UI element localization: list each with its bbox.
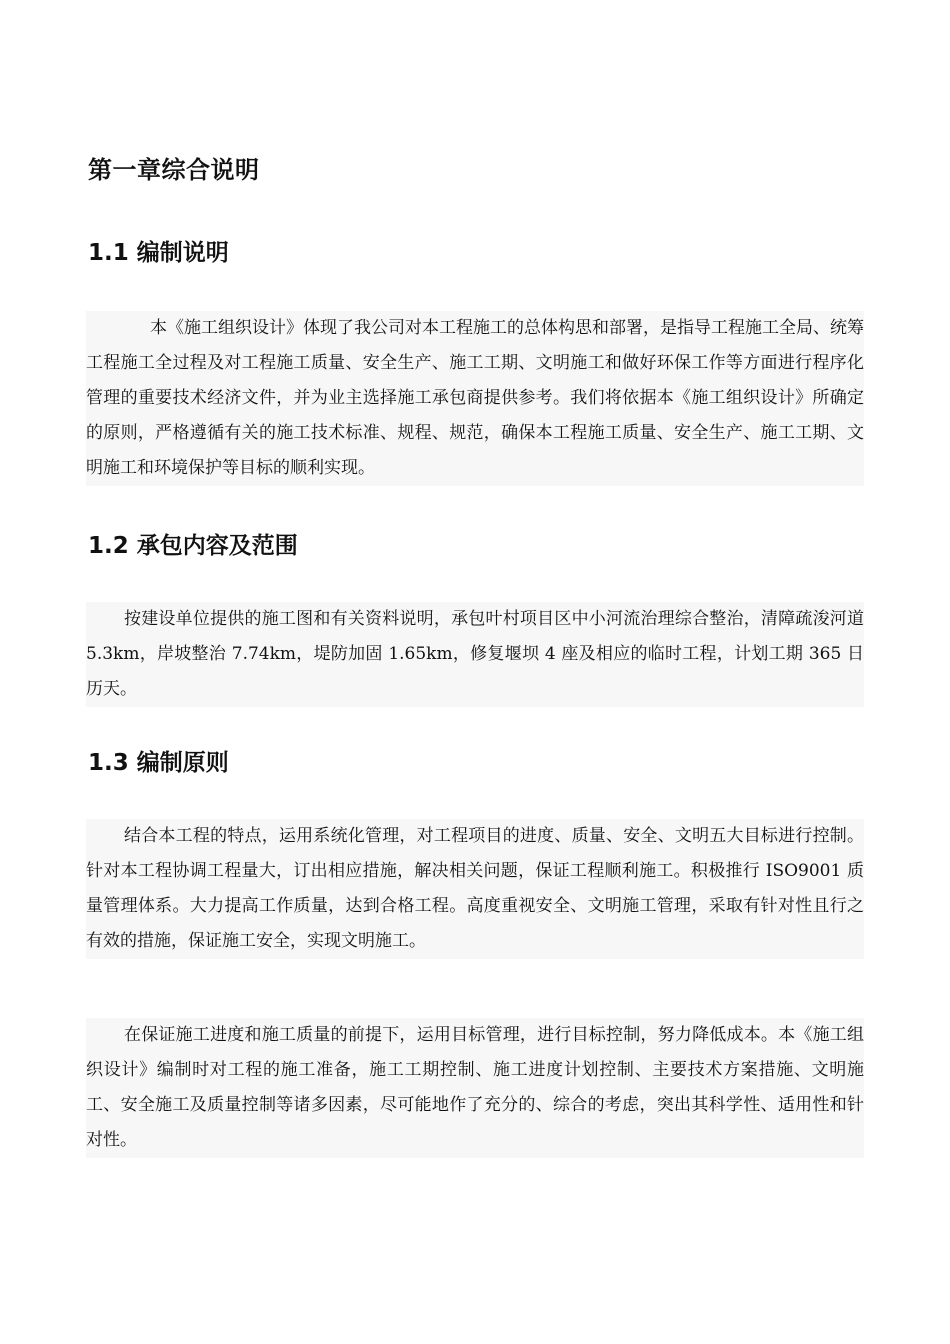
section-1-1-paragraph: 本《施工组织设计》体现了我公司对本工程施工的总体构思和部署，是指导工程施工全局、统筹工程施工全过程及对工程施工质量、安全生产、施工工期、文明施工和做好环保工作等方面进行程序化管理的重要技术经济文件，并为业主选择施工承包商提供参考。我们将依据本《施工组织设计》所确定的原则，严格遵循有关的施工技术标准、规程、规范，确保本工程施工质量、安全生产、施工工期、文明施工和环境保护等目标的顺利实现。 (86, 311, 864, 486)
section-1-3-paragraph-2: 在保证施工进度和施工质量的前提下，运用目标管理，进行目标控制，努力降低成本。本《施工组织设计》编制时对工程的施工准备，施工工期控制、施工进度计划控制、主要技术方案措施、文明施工、安全施工及质量控制等诸多因素，尽可能地作了充分的、综合的考虑，突出其科学性、适用性和针对性。 (86, 1018, 864, 1158)
section-1-3-paragraph-1: 结合本工程的特点，运用系统化管理，对工程项目的进度、质量、安全、文明五大目标进行控制。 针对本工程协调工程量大，订出相应措施，解决相关问题，保证工程顺利施工。积极推行 ISO9001 质量管理体系。大力提高工作质量，达到合格工程。高度重视安全、文明施工管理，采取有针对性且行之有效的措施，保证施工安全，实现文明施工。 (86, 819, 864, 959)
section-heading-1-2: 1.2 承包内容及范围 (88, 533, 298, 559)
section-heading-1-3: 1.3 编制原则 (88, 750, 229, 776)
section-heading-1-1: 1.1 编制说明 (88, 240, 229, 266)
chapter-title: 第一章综合说明 (88, 156, 260, 184)
section-1-2-paragraph: 按建设单位提供的施工图和有关资料说明，承包叶村项目区中小河流治理综合整治，清障疏浚河道 5.3km，岸坡整治 7.74km，堤防加固 1.65km，修复堰坝 4 座及相应的临时工程，计划工期 365 日历天。 (86, 602, 864, 707)
